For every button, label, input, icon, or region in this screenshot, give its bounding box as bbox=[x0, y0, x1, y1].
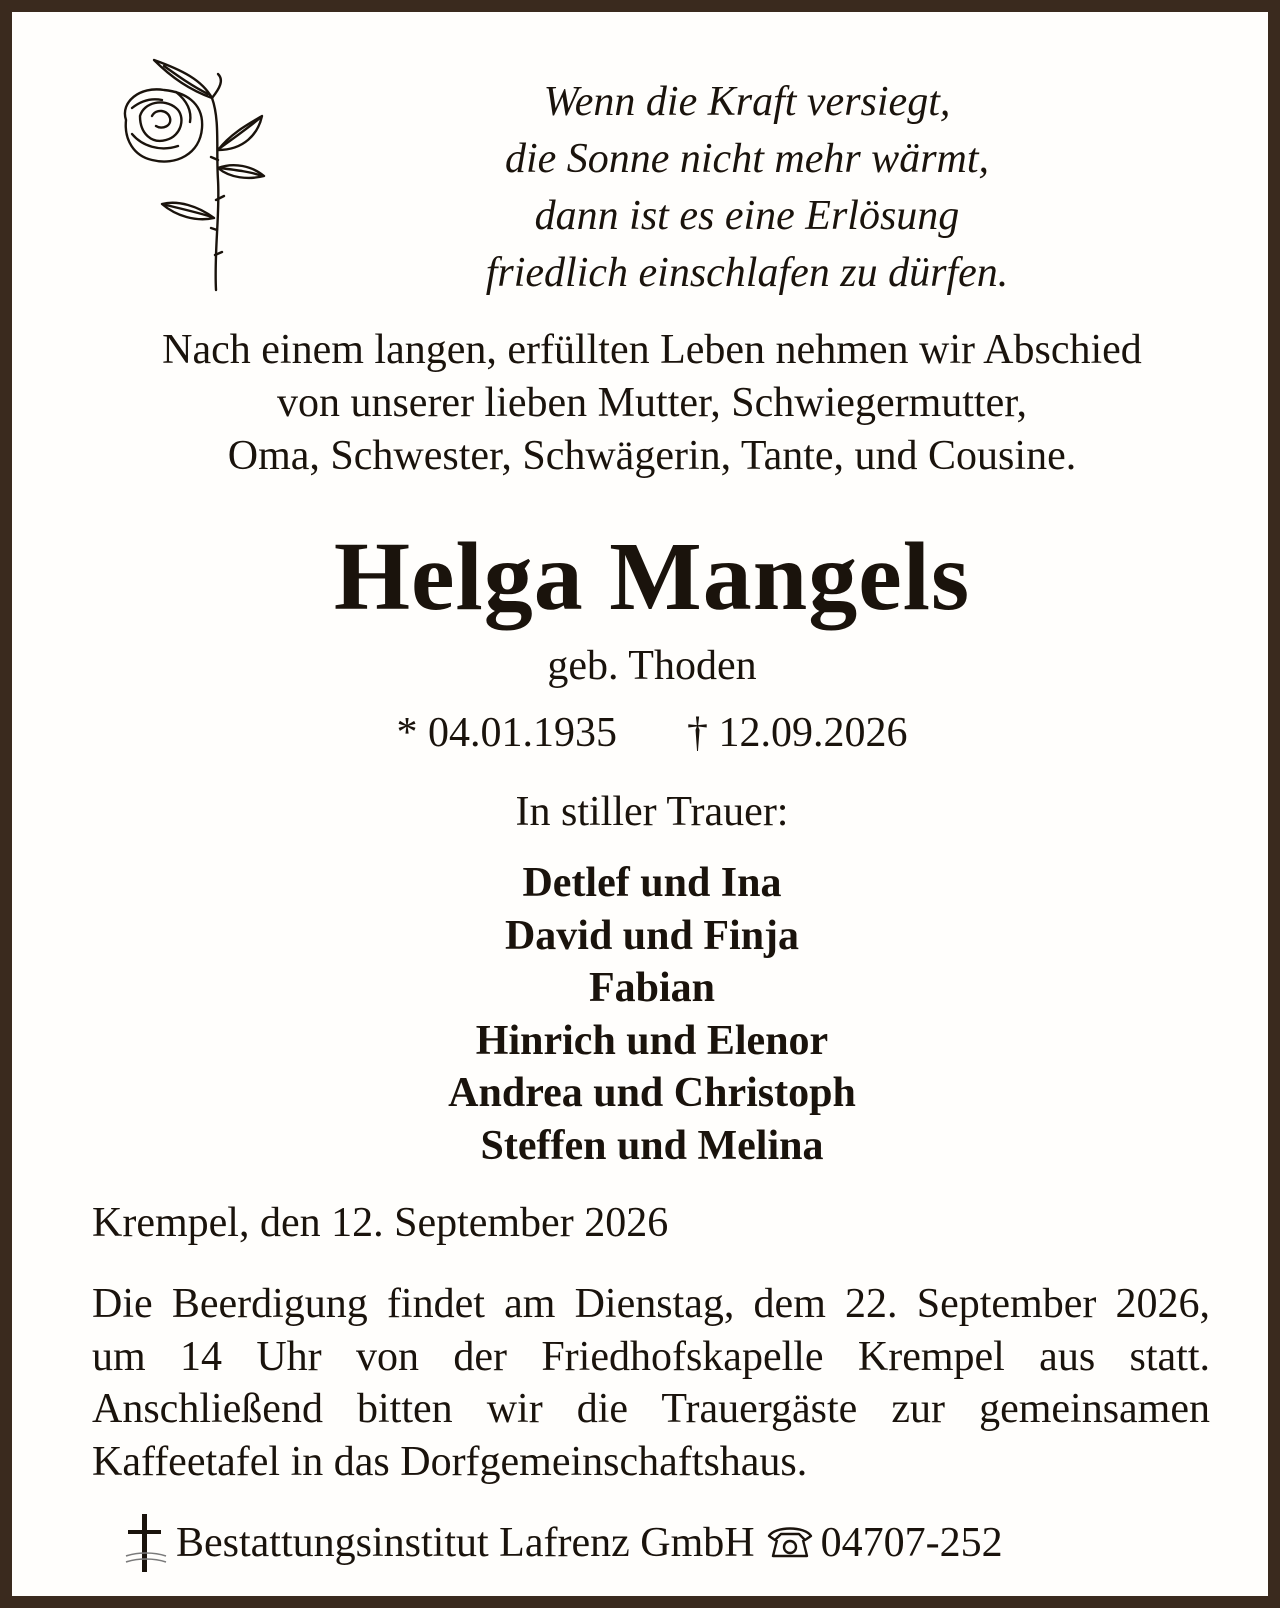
mourning-heading: In stiller Trauer: bbox=[515, 789, 789, 835]
birth-date: * 04.01.1935 bbox=[396, 710, 617, 756]
mourner-entry: Steffen und Melina bbox=[480, 1122, 824, 1169]
mourners-list bbox=[52, 857, 1252, 1172]
funeral-home-phone: 04707-252 bbox=[820, 1520, 1003, 1566]
funeral-home-name: Bestattungsinstitut Lafrenz GmbH bbox=[176, 1520, 755, 1566]
intro-line: von unserer lieben Mutter, Schwiegermutter, bbox=[276, 380, 1028, 426]
mourner-entry: David und Finja bbox=[504, 912, 800, 959]
poem-line: friedlich einschlafen zu dürfen. bbox=[485, 250, 1009, 296]
deceased-name: Helga Mangels bbox=[333, 523, 971, 631]
funeral-line: um 14 Uhr von der Friedhofskapelle Krempel aus statt. bbox=[92, 1333, 1210, 1380]
mourner-entry: Andrea und Christoph bbox=[448, 1070, 856, 1116]
poem bbox=[422, 74, 1072, 302]
funeral-line: Kaffeetafel in das Dorfgemeinschaftshaus. bbox=[92, 1438, 808, 1485]
funeral-info bbox=[92, 1278, 1210, 1488]
death-date: † 12.09.2026 bbox=[687, 710, 908, 756]
poem-line: dann ist es eine Erlösung bbox=[534, 193, 960, 239]
funeral-home bbox=[124, 1512, 1224, 1574]
place-date: Krempel, den 12. September 2026 bbox=[92, 1200, 669, 1246]
rose-icon bbox=[112, 50, 282, 305]
intro-line: Nach einem langen, erfüllten Leben nehmen wir Abschied bbox=[162, 327, 1142, 373]
poem-line: die Sonne nicht mehr wärmt, bbox=[504, 136, 990, 182]
funeral-line: Die Beerdigung findet am Dienstag, dem 22. September 2026, bbox=[92, 1281, 1210, 1327]
mourner-entry: Hinrich und Elenor bbox=[475, 1017, 829, 1064]
phone-icon bbox=[765, 1522, 815, 1562]
cross-icon bbox=[124, 1512, 168, 1574]
mourner-entry: Detlef und Ina bbox=[522, 860, 782, 906]
maiden-name: geb. Thoden bbox=[547, 643, 757, 689]
life-dates bbox=[52, 707, 1252, 759]
mourner-entry: Fabian bbox=[588, 965, 716, 1011]
poem-line: Wenn die Kraft versiegt, bbox=[543, 79, 951, 125]
intro-text bbox=[52, 324, 1252, 483]
funeral-line: Anschließend bitten wir die Trauergäste zur gemeinsamen bbox=[92, 1386, 1210, 1432]
intro-line: Oma, Schwester, Schwägerin, Tante, und Cousine. bbox=[227, 433, 1077, 479]
